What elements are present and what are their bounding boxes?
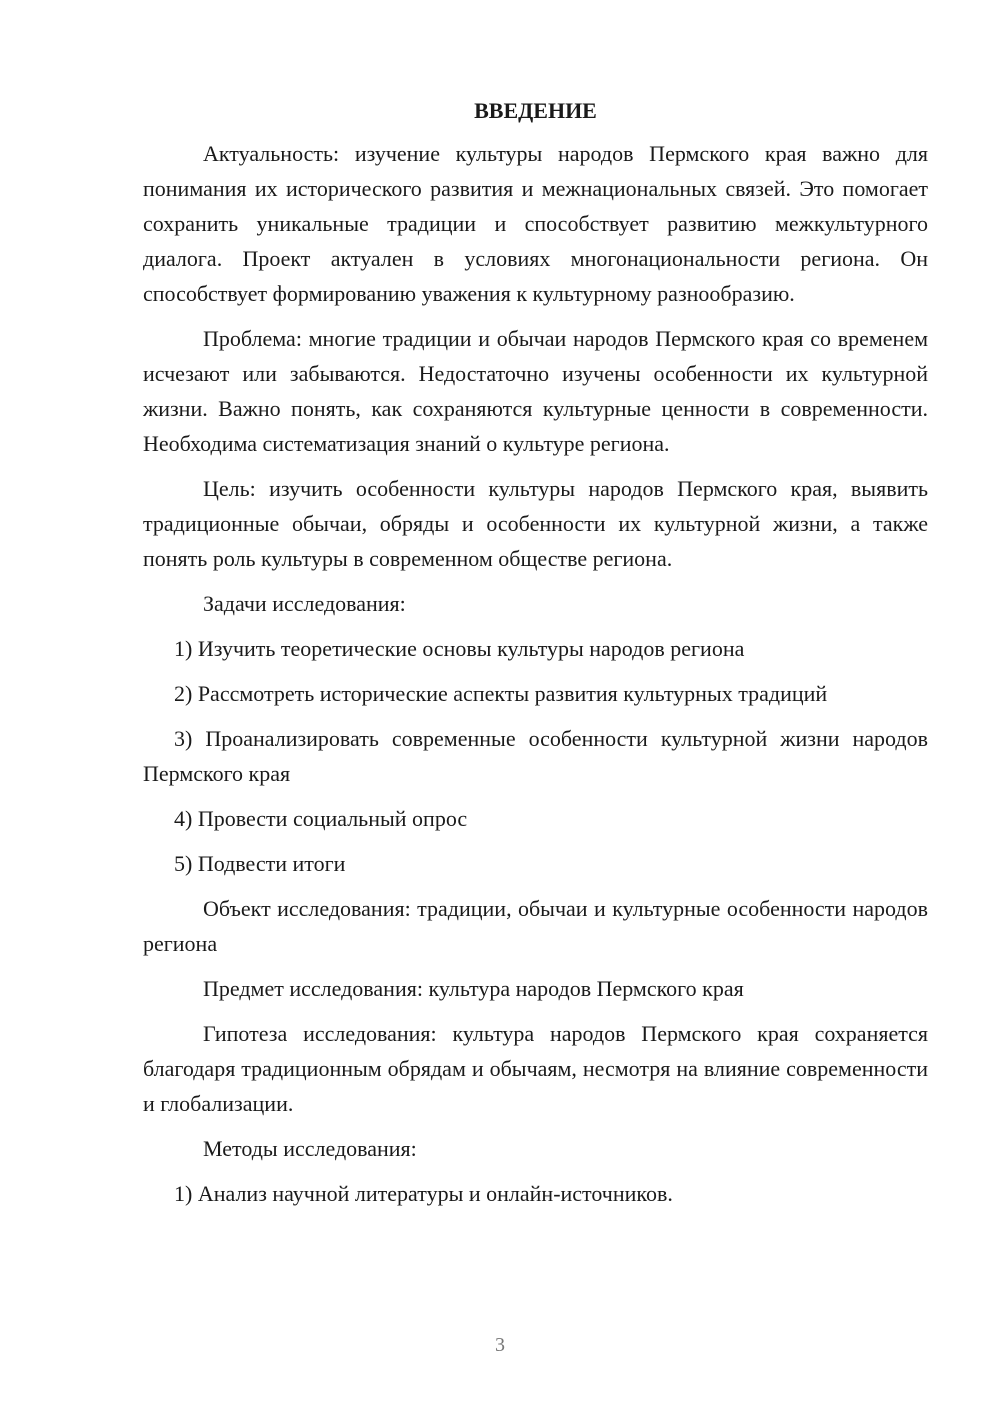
paragraph-subject: Предмет исследования: культура народов Пермского края (203, 976, 744, 1001)
paragraph-goal: Цель: изучить особенности культуры народов Пермского края, выявить традиционные обычаи, обряды и особенности их культурной жизни, а также понять роль культуры в современном обществе региона. (143, 476, 928, 571)
paragraph-object: Объект исследования: традиции, обычаи и культурные особенности народов региона (143, 896, 928, 956)
page-number: 3 (495, 1334, 505, 1356)
methods-heading: Методы исследования: (203, 1136, 417, 1161)
task-item: 2) Рассмотреть исторические аспекты развития культурных традиций (174, 681, 828, 706)
task-item: 4) Провести социальный опрос (174, 806, 468, 831)
tasks-heading: Задачи исследования: (203, 591, 406, 616)
paragraph-hypothesis: Гипотеза исследования: культура народов Пермского края сохраняется благодаря традиционным обрядам и обычаям, несмотря на влияние современности и глобализации. (143, 1021, 928, 1116)
page-title: ВВЕДЕНИЕ (474, 98, 597, 123)
task-item: 3) Проанализировать современные особенности культурной жизни народов Пермского края (143, 726, 928, 786)
method-item: 1) Анализ научной литературы и онлайн-источников. (174, 1181, 673, 1206)
task-item: 5) Подвести итоги (174, 851, 346, 876)
paragraph-relevance: Актуальность: изучение культуры народов Пермского края важно для понимания их исторического развития и межнациональных связей. Это помогает сохранить уникальные традиции и способствует развитию межкультурного диалога. Проект актуален в условиях многонациональности региона. Он способствует формированию уважения к культурному разнообразию. (143, 141, 928, 306)
document-body (143, 136, 928, 1211)
paragraph-problem: Проблема: многие традиции и обычаи народов Пермского края со временем исчезают или забываются. Недостаточно изучены особенности их культурной жизни. Важно понять, как сохраняются культурные ценности в современности. Необходима систематизация знаний о культуре региона. (143, 326, 928, 456)
task-item: 1) Изучить теоретические основы культуры народов региона (174, 636, 745, 661)
